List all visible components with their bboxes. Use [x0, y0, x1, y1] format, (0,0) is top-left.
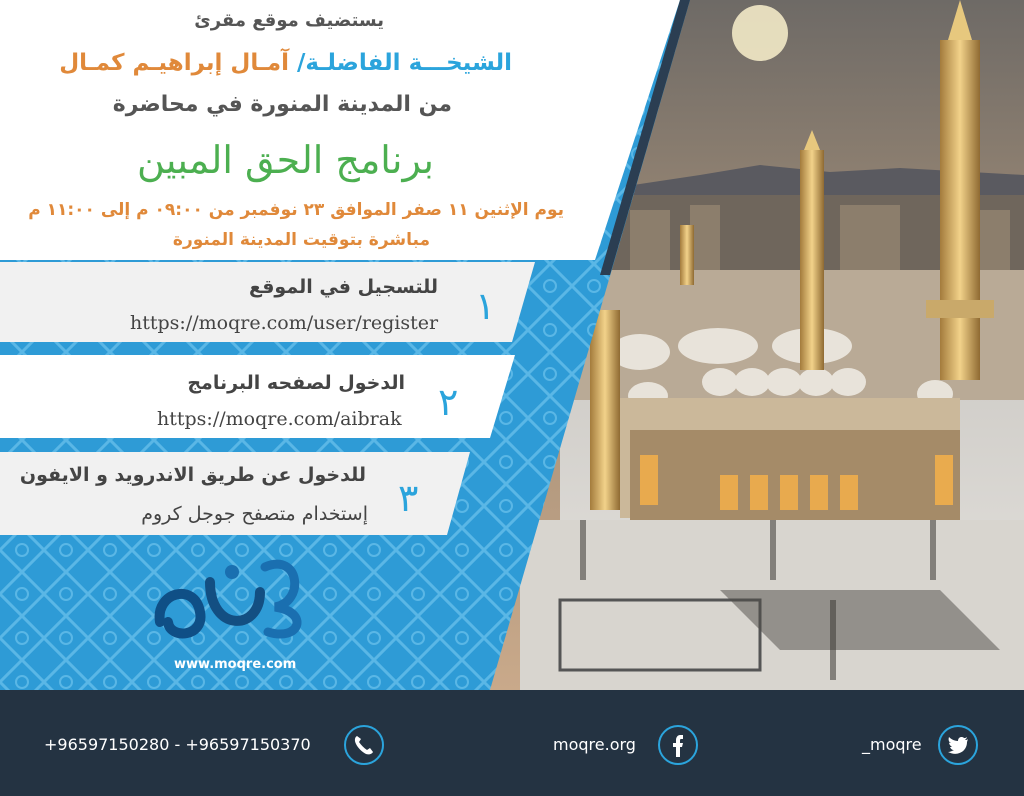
moqre-logo: [150, 552, 310, 647]
step-1-number: ١: [475, 284, 496, 328]
facebook-handle[interactable]: moqre.org: [553, 735, 636, 754]
step-3-title: للدخول عن طريق الاندرويد و الايفون: [19, 464, 366, 486]
step-2-title: الدخول لصفحه البرنامج: [187, 372, 405, 394]
sheikh-line: [59, 50, 512, 76]
twitter-handle[interactable]: _moqre: [862, 735, 922, 754]
step-2-link[interactable]: https://moqre.com/aibrak: [157, 408, 402, 430]
phone-numbers[interactable]: +96597150280 - +96597150370: [44, 735, 311, 754]
date-line: يوم الإثنين ١١ صفر الموافق ٢٣ نوفمبر من ٠٩:٠٠ م إلى ١١:٠٠ م: [28, 200, 564, 220]
sheikh-title: الشيخـــة الفاضلـة/: [297, 50, 512, 76]
logo-url[interactable]: www.moqre.com: [174, 657, 297, 672]
program-title: برنامج الحق المبين: [136, 138, 434, 182]
phone-icon[interactable]: [344, 725, 384, 765]
step-2-number: ٢: [438, 380, 459, 424]
step-1-title: للتسجيل في الموقع: [249, 276, 438, 298]
timezone-line: مباشرة بتوقيت المدينة المنورة: [172, 230, 430, 250]
step-3-number: ٣: [398, 476, 419, 520]
step-3-sub: إستخدام متصفح جوجل كروم: [141, 503, 368, 525]
facebook-icon[interactable]: [658, 725, 698, 765]
host-line: يستضيف موقع مقرئ: [194, 10, 384, 31]
step-1-link[interactable]: https://moqre.com/user/register: [130, 312, 439, 334]
sheikh-name: آمـال إبراهيـم كمـال: [59, 50, 290, 76]
twitter-icon[interactable]: [938, 725, 978, 765]
lecture-line: من المدينة المنورة في محاضرة: [112, 92, 452, 117]
